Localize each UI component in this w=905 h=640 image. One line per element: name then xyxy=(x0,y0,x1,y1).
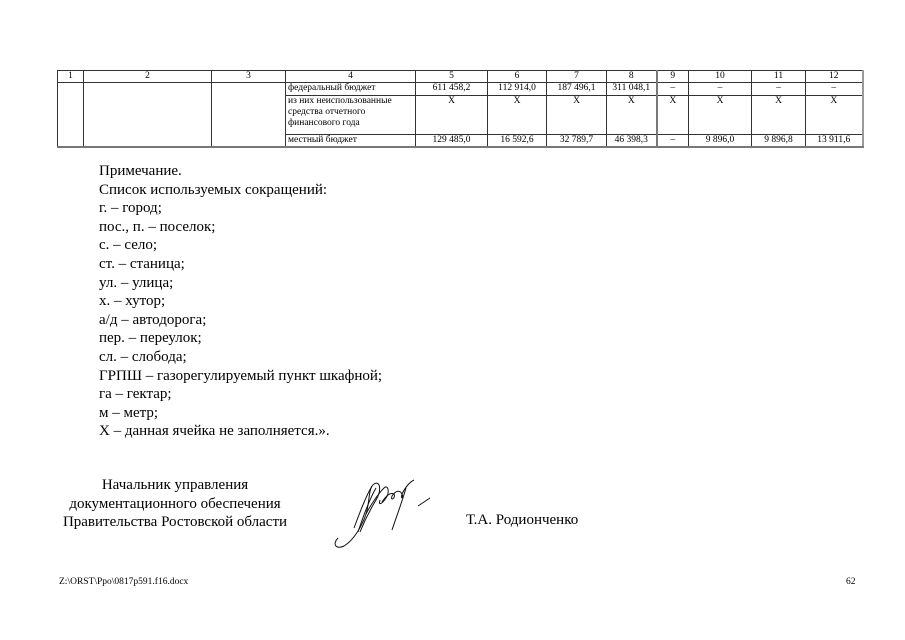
header-cell: 7 xyxy=(547,71,607,83)
abbreviation-item: м – метр; xyxy=(99,404,159,421)
value-cell: X xyxy=(607,96,657,135)
page-number: 62 xyxy=(846,577,856,587)
row-label: из них неиспользованные средства отчетного финансового года xyxy=(286,96,416,135)
header-cell: 6 xyxy=(488,71,547,83)
abbreviation-item: ГРПШ – газорегулируемый пункт шкафной; xyxy=(99,367,383,384)
signatory-title-line: документационного обеспечения xyxy=(69,495,281,512)
value-cell: X xyxy=(416,96,488,135)
abbreviation-item: х. – хутор; xyxy=(99,293,166,310)
header-cell: 12 xyxy=(806,71,863,83)
handwritten-signature xyxy=(330,466,450,556)
header-cell: 11 xyxy=(752,71,806,83)
value-cell: 112 914,0 xyxy=(488,83,547,96)
header-cell: 2 xyxy=(84,71,212,83)
empty-cell xyxy=(84,83,212,148)
abbreviation-item: сл. – слобода; xyxy=(99,348,187,365)
signatory-title-line: Начальник управления xyxy=(101,477,249,493)
signatory-title-line: Правительства Ростовской области xyxy=(62,514,288,530)
header-cell: 8 xyxy=(607,71,657,83)
value-cell: X xyxy=(657,96,689,135)
value-cell: – xyxy=(752,83,806,96)
header-cell: 4 xyxy=(286,71,416,83)
signatory-name: Т.А. Родионченко xyxy=(466,512,579,528)
value-cell: X xyxy=(689,96,752,135)
abbreviation-item: ул. – улица; xyxy=(99,274,174,291)
footer-file-path: Z:\ORST\Ppo\0817p591.f16.docx xyxy=(59,577,189,587)
value-cell: – xyxy=(689,83,752,96)
table-header-row xyxy=(58,71,863,83)
abbreviations-note xyxy=(99,162,382,441)
header-cell: 10 xyxy=(689,71,752,83)
value-cell: – xyxy=(806,83,863,96)
row-label: федеральный бюджет xyxy=(286,83,416,96)
value-cell: – xyxy=(657,135,689,148)
value-cell: 311 048,1 xyxy=(607,83,657,96)
value-cell: 129 485,0 xyxy=(416,135,488,148)
signatory-title xyxy=(57,476,293,532)
note-subtitle: Список используемых сокращений: xyxy=(99,181,328,198)
abbreviation-item: ст. – станица; xyxy=(99,255,185,272)
value-cell: X xyxy=(488,96,547,135)
value-cell: 9 896,8 xyxy=(752,135,806,148)
value-cell: 9 896,0 xyxy=(689,135,752,148)
value-cell: 187 496,1 xyxy=(547,83,607,96)
value-cell: X xyxy=(752,96,806,135)
row-label: местный бюджет xyxy=(286,135,416,148)
table-row xyxy=(58,83,863,96)
abbreviation-item: г. – город; xyxy=(99,200,162,217)
abbreviation-item: пос., п. – поселок; xyxy=(99,218,216,235)
abbreviation-item: с. – село; xyxy=(99,237,158,254)
value-cell: 16 592,6 xyxy=(488,135,547,148)
budget-table xyxy=(57,70,864,148)
value-cell: 611 458,2 xyxy=(416,83,488,96)
value-cell: 13 911,6 xyxy=(806,135,863,148)
abbreviation-item: га – гектар; xyxy=(99,386,172,403)
abbreviation-item: X – данная ячейка не заполняется.». xyxy=(99,423,330,440)
note-title: Примечание. xyxy=(99,163,182,179)
value-cell: 46 398,3 xyxy=(607,135,657,148)
header-cell: 1 xyxy=(58,71,84,83)
header-cell: 9 xyxy=(657,71,689,83)
value-cell: X xyxy=(806,96,863,135)
abbreviation-item: пер. – переулок; xyxy=(99,330,202,347)
value-cell: – xyxy=(657,83,689,96)
header-cell: 3 xyxy=(212,71,286,83)
empty-cell xyxy=(212,83,286,148)
value-cell: 32 789,7 xyxy=(547,135,607,148)
value-cell: X xyxy=(547,96,607,135)
header-cell: 5 xyxy=(416,71,488,83)
abbreviation-item: а/д – автодорога; xyxy=(99,311,207,328)
empty-cell xyxy=(58,83,84,148)
